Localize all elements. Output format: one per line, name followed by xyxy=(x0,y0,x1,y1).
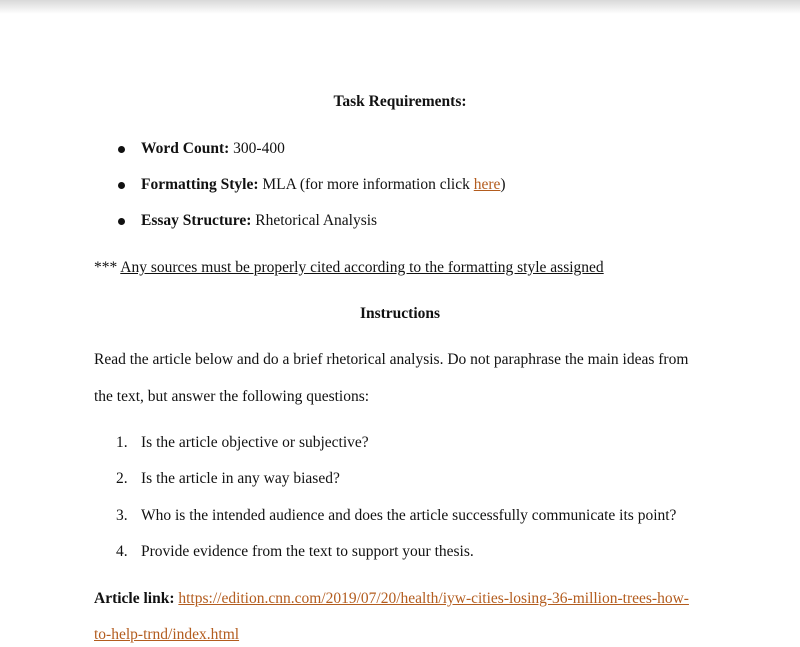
bullet-icon xyxy=(118,182,125,189)
question-number: 3. xyxy=(116,507,128,524)
question-item: Is the article in any way biased? xyxy=(141,470,340,487)
here-link[interactable]: here xyxy=(473,176,501,193)
article-link-line1 xyxy=(94,590,689,608)
article-url-link[interactable]: https://edition.cnn.com/2019/07/20/health/iyw-cities-losing-36-million-trees-how- xyxy=(178,590,689,607)
instructions-paragraph-line2: the text, but answer the following questions: xyxy=(94,388,370,405)
article-link-line2 xyxy=(94,626,239,644)
requirement-formatting-style: Formatting Style: MLA (for more information click here) xyxy=(141,176,506,193)
question-number: 1. xyxy=(116,434,128,451)
citation-note: *** Any sources must be properly cited according to the formatting style assigned xyxy=(94,259,604,276)
question-item: Provide evidence from the text to support your thesis. xyxy=(141,543,474,560)
task-requirements-heading: Task Requirements: xyxy=(333,93,467,110)
article-link-label: Article link: xyxy=(94,590,175,607)
requirement-essay-structure: Essay Structure: Rhetorical Analysis xyxy=(141,212,378,229)
question-number: 2. xyxy=(116,470,128,487)
instructions-heading: Instructions xyxy=(359,305,441,322)
requirement-word-count: Word Count: 300-400 xyxy=(141,140,285,157)
question-item: Is the article objective or subjective? xyxy=(141,434,369,451)
question-number: 4. xyxy=(116,543,128,560)
article-url-link-continued[interactable]: to-help-trnd/index.html xyxy=(94,626,240,643)
instructions-paragraph-line1: Read the article below and do a brief rhetorical analysis. Do not paraphrase the main ideas from xyxy=(94,351,689,368)
question-item: Who is the intended audience and does the article successfully communicate its point? xyxy=(141,507,677,524)
viewer-top-shadow xyxy=(0,0,800,14)
bullet-icon xyxy=(118,218,125,225)
bullet-icon xyxy=(118,146,125,153)
